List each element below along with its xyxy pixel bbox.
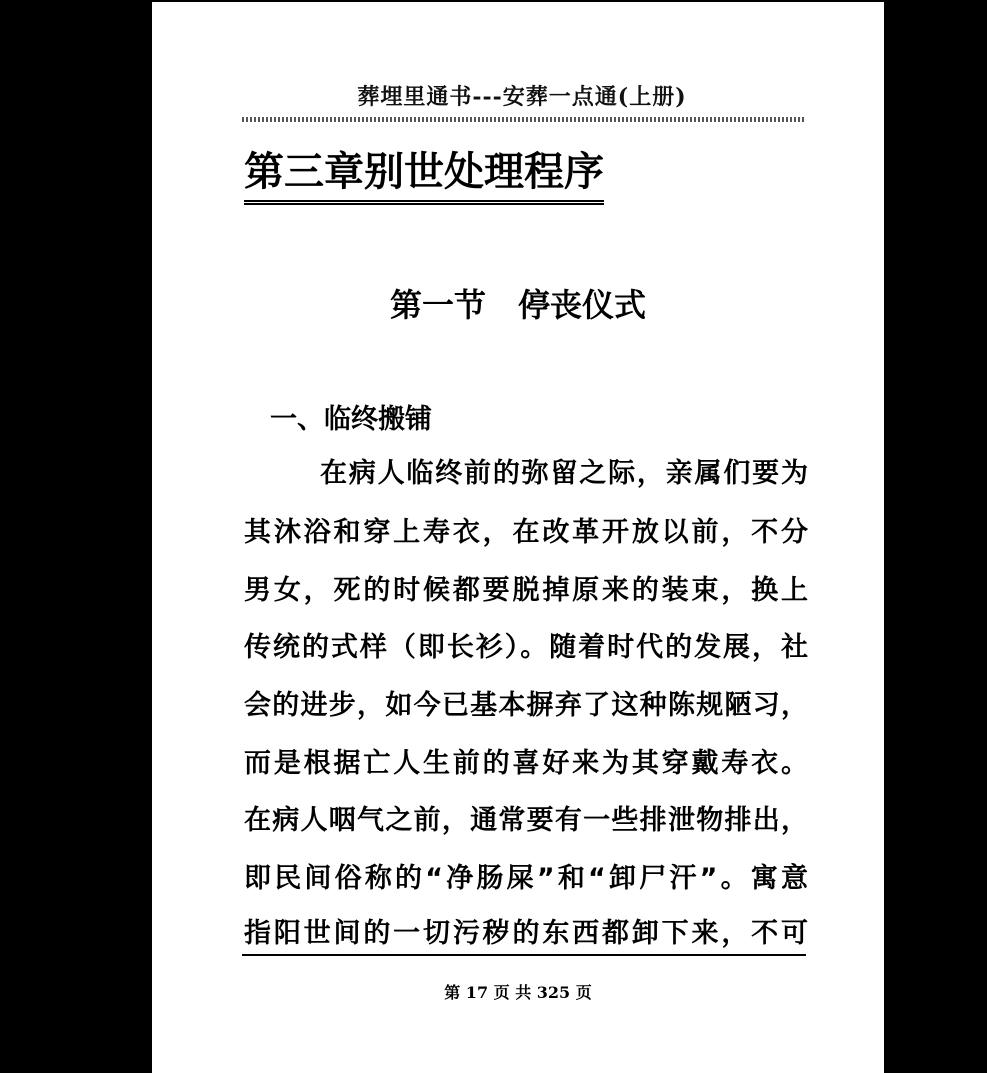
footer-rule	[242, 954, 806, 956]
header-rule	[242, 117, 806, 122]
subsection-heading: 一、临终搬铺	[270, 404, 432, 435]
body-line: 会的进步，如今已基本摒弃了这种陈规陋习，	[244, 690, 808, 721]
body-line: 男女，死的时候都要脱掉原来的装束，换上	[244, 575, 808, 606]
body-line: 在病人临终前的弥留之际，亲属们要为	[320, 458, 808, 489]
body-line: 而是根据亡人生前的喜好来为其穿戴寿衣。	[244, 748, 808, 779]
body-line: 传统的式样（即长衫）。随着时代的发展，社	[244, 632, 808, 663]
body-line: 即民间俗称的“净肠屎”和“卸尸汗”。寓意	[244, 863, 808, 894]
document-page	[152, 2, 884, 1073]
section-title: 第一节 停丧仪式	[389, 286, 646, 324]
body-line: 在病人咽气之前，通常要有一些排泄物排出，	[244, 805, 808, 836]
running-header: 葬埋里通书---安葬一点通(上册)	[357, 84, 687, 110]
body-line: 其沐浴和穿上寿衣，在改革开放以前，不分	[244, 517, 808, 548]
chapter-title: 第三章别世处理程序	[244, 144, 604, 205]
page-number: 第 17 页 共 325 页	[444, 983, 592, 1002]
body-line: 指阳世间的一切污秽的东西都卸下来，不可	[244, 918, 808, 949]
